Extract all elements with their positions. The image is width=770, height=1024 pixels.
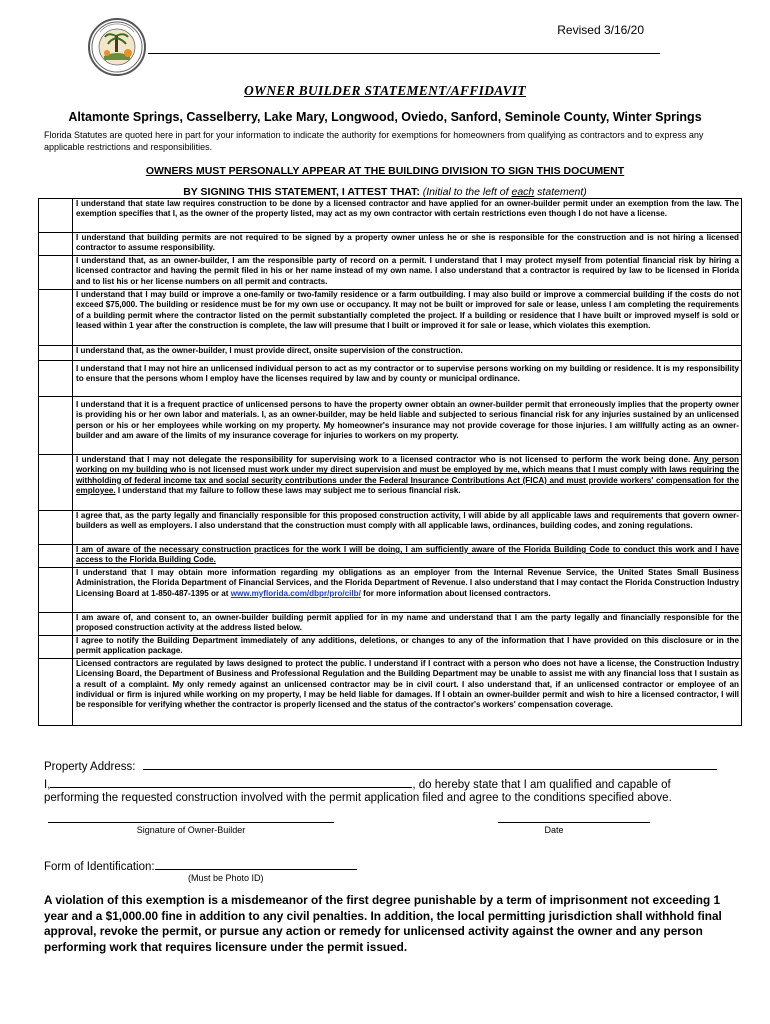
property-address-field[interactable] <box>143 757 717 770</box>
document-title: OWNER BUILDER STATEMENT/AFFIDAVIT <box>244 83 526 98</box>
statement-7: I understand that it is a frequent practice of unlicensed persons to have the property owner obtain an owner-builder permit that erroneously implies that the property owner is providing his or her own labor and materials. I, as an owner-builder, may be held liable and subjected to serious financial risk for any injuries sustained by an unlicensed person or his or her employees while working on my property. My homeowner's insurance may not provide coverage for those injuries. I am willfully acting as an owner-builder and am aware of the limits of my insurance coverage for injuries to workers on my property. <box>73 397 742 455</box>
initial-box-5[interactable] <box>39 346 73 361</box>
initial-box-13[interactable] <box>39 636 73 659</box>
statement-row <box>39 256 742 290</box>
initial-box-4[interactable] <box>39 290 73 346</box>
date-label: Date <box>544 825 564 835</box>
photo-id-note: (Must be Photo ID) <box>188 873 264 883</box>
statements-table <box>38 198 742 726</box>
initial-box-11[interactable] <box>39 568 73 613</box>
initial-box-9[interactable] <box>39 511 73 545</box>
signature-label: Signature of Owner-Builder <box>136 825 246 835</box>
form-of-id-label: Form of Identification: <box>44 861 155 873</box>
initial-box-1[interactable] <box>39 199 73 233</box>
statement-8-emphasis: Any person working on my building who is not licensed must work under my direct supervision and must be employed by me, which means that I must comply with laws requiring the withholding of federal income tax and social security contributions under the Federal Insurance Contributions Act (FICA) and must provide workers' compensation for the employee. <box>76 455 739 495</box>
statement-row <box>39 511 742 545</box>
statement-12: I am aware of, and consent to, an owner-builder building permit applied for in my name and understand that I am the party legally and financially responsible for the proposed construction activity at the address listed below. <box>73 613 742 636</box>
initial-box-6[interactable] <box>39 361 73 397</box>
attest-heading <box>0 186 770 198</box>
statement-6: I understand that I may not hire an unlicensed individual person to act as my contractor or to supervise persons working on my building or residence. It is my responsibility to ensure that the persons whom I employ have the licenses required by law and by county or municipal ordinance. <box>73 361 742 397</box>
form-of-id-field[interactable] <box>155 857 357 870</box>
statement-10: I am of aware of the necessary construction practices for the work I will be doing, I am sufficiently aware of the Florida Building Code to conduct this work and I have access to the Florida Building Code. <box>73 545 742 568</box>
violation-warning: A violation of this exemption is a misdemeanor of the first degree punishable by a term of imprisonment not exceeding 1 year and a $1,000.00 fine in addition to any civil penalties. In addition, the local permitting jurisdiction shall withhold final approval, revoke the permit, or pursue any action or remedy for unlicensed activity against the owner and any person performing work that requires licensure under the permit issued. <box>44 893 722 954</box>
statement-3: I understand that, as an owner-builder, I am the responsible party of record on a permit. I understand that I may protect myself from potential financial risk by hiring a licensed contractor and having the permit filed in his or her name instead of my own name. I also understand that a contractor is required by law to be licensed in Florida and to list his or her license numbers on all permit and contracts. <box>73 256 742 290</box>
jurisdictions-list: Altamonte Springs, Casselberry, Lake Mary, Longwood, Oviedo, Sanford, Seminole County, Winter Springs <box>68 110 702 124</box>
initial-box-10[interactable] <box>39 545 73 568</box>
header-rule <box>148 53 660 54</box>
statement-row <box>39 545 742 568</box>
initial-box-12[interactable] <box>39 613 73 636</box>
i-label: I, <box>44 779 51 791</box>
statement-row <box>39 290 742 346</box>
attest-lead: BY SIGNING THIS STATEMENT, I ATTEST THAT: <box>183 186 420 198</box>
statement-8: I understand that I may not delegate the responsibility for supervising work to a licensed contractor who is not licensed to perform the work being done. Any person working on my building who is not licensed must work under my direct supervision and must be employed by me, which means that I must comply with laws requiring the withholding of federal income tax and social security contributions under the Federal Insurance Contributions Act (FICA) and must provide workers' compensation for the employee. I understand that my failure to follow these laws may subject me to serious financial risk. <box>73 455 742 511</box>
form-of-id-row <box>44 857 357 873</box>
seal-graphic <box>90 20 144 74</box>
statement-row <box>39 636 742 659</box>
property-address-label: Property Address: <box>44 761 136 773</box>
statement-row <box>39 613 742 636</box>
statement-9: I agree that, as the party legally and financially responsible for this proposed construction activity, I will abide by all applicable laws and requirements that govern owner-builders as well as employers. I also understand that the construction must comply with all applicable laws, ordinances, building codes, and zoning regulations. <box>73 511 742 545</box>
statement-row <box>39 346 742 361</box>
statement-row <box>39 659 742 726</box>
performing-text: performing the requested construction involved with the permit application filed and agree to the conditions specified above. <box>44 792 672 804</box>
statute-intro: Florida Statutes are quoted here in part for your information to indicate the authority for exemptions for homeowners from qualifying as contractors and to express any applicable restrictions and responsibilities. <box>44 130 704 152</box>
statement-13: I agree to notify the Building Department immediately of any additions, deletions, or changes to any of the information that I have provided on this disclosure or in the permit application package. <box>73 636 742 659</box>
revised-date: Revised 3/16/20 <box>557 23 644 37</box>
statement-row <box>39 233 742 256</box>
initial-box-8[interactable] <box>39 455 73 511</box>
initial-box-2[interactable] <box>39 233 73 256</box>
county-seal-logo <box>88 18 146 76</box>
hereby-text: , do hereby state that I am qualified and capable of <box>412 779 671 791</box>
initial-box-14[interactable] <box>39 659 73 726</box>
statement-14: Licensed contractors are regulated by laws designed to protect the public. I understand if I contract with a person who does not have a license, the Construction Industry Licensing Board, the Department of Business and Professional Regulation and the Building Department may be unable to assist me with any financial loss that I sustain as a result of a complaint. My only remedy against an unlicensed contractor may be in civil court. I also understand that, if an unlicensed contractor or employee of an individual or firm is injured while working on my property, I may be held liable for damages. If I obtain an owner-builder permit and wish to hire a licensed contractor, I will be responsible for verifying whether the contractor is properly licensed and the status of the contractor's workers' compensation coverage. <box>73 659 742 726</box>
owners-notice: OWNERS MUST PERSONALLY APPEAR AT THE BUILDING DIVISION TO SIGN THIS DOCUMENT <box>145 165 625 177</box>
owner-name-row <box>44 775 671 791</box>
cilb-link[interactable]: www.myflorida.com/dbpr/pro/cilb/ <box>230 588 361 598</box>
property-address-row <box>44 757 717 773</box>
statement-row <box>39 455 742 511</box>
statement-5: I understand that, as the owner-builder, I must provide direct, onsite supervision of the construction. <box>73 346 742 361</box>
statement-11: I understand that I may obtain more information regarding my obligations as an employer from the Internal Revenue Service, the United States Small Business Administration, the Florida Department of Financial Services, and the Florida Department of Revenue. I also understand that I may contact the Florida Construction Industry Licensing Board at 1-850-487-1395 or at www.myflorida.com/dbpr/pro/cilb/ for more information about licensed contractors. <box>73 568 742 613</box>
statement-row <box>39 361 742 397</box>
statement-row <box>39 199 742 233</box>
statement-4: I understand that I may build or improve a one-family or two-family residence or a farm outbuilding. I may also build or improve a commercial building if the costs do not exceed $75,000. The building or residence must be for my own use or occupancy. It may not be built or improved for sale or lease, unless I am completing the requirements of a building permit where the contractor listed on the permit substantially completed the project. If a building or residence that I have built or improved myself is sold or leased within 1 year after the construction is complete, the law will presume that I built or improved it for sale or lease, which violates this exemption. <box>73 290 742 346</box>
statement-row <box>39 568 742 613</box>
signature-field[interactable] <box>48 822 334 823</box>
statement-2: I understand that building permits are not required to be signed by a property owner unless he or she is responsible for the construction and is not hiring a licensed contractor to assume responsibility. <box>73 233 742 256</box>
statement-1: I understand that state law requires construction to be done by a licensed contractor and have applied for an owner-builder permit under an exemption from the law. The exemption specifies that I, as the owner of the property listed, may act as my own contractor with certain restrictions even though I do not have a license. <box>73 199 742 233</box>
attest-note: (Initial to the left of each statement) <box>422 186 587 198</box>
initial-box-3[interactable] <box>39 256 73 290</box>
initial-box-7[interactable] <box>39 397 73 455</box>
date-field[interactable] <box>498 822 650 823</box>
owner-name-field[interactable] <box>50 775 412 788</box>
statement-row <box>39 397 742 455</box>
